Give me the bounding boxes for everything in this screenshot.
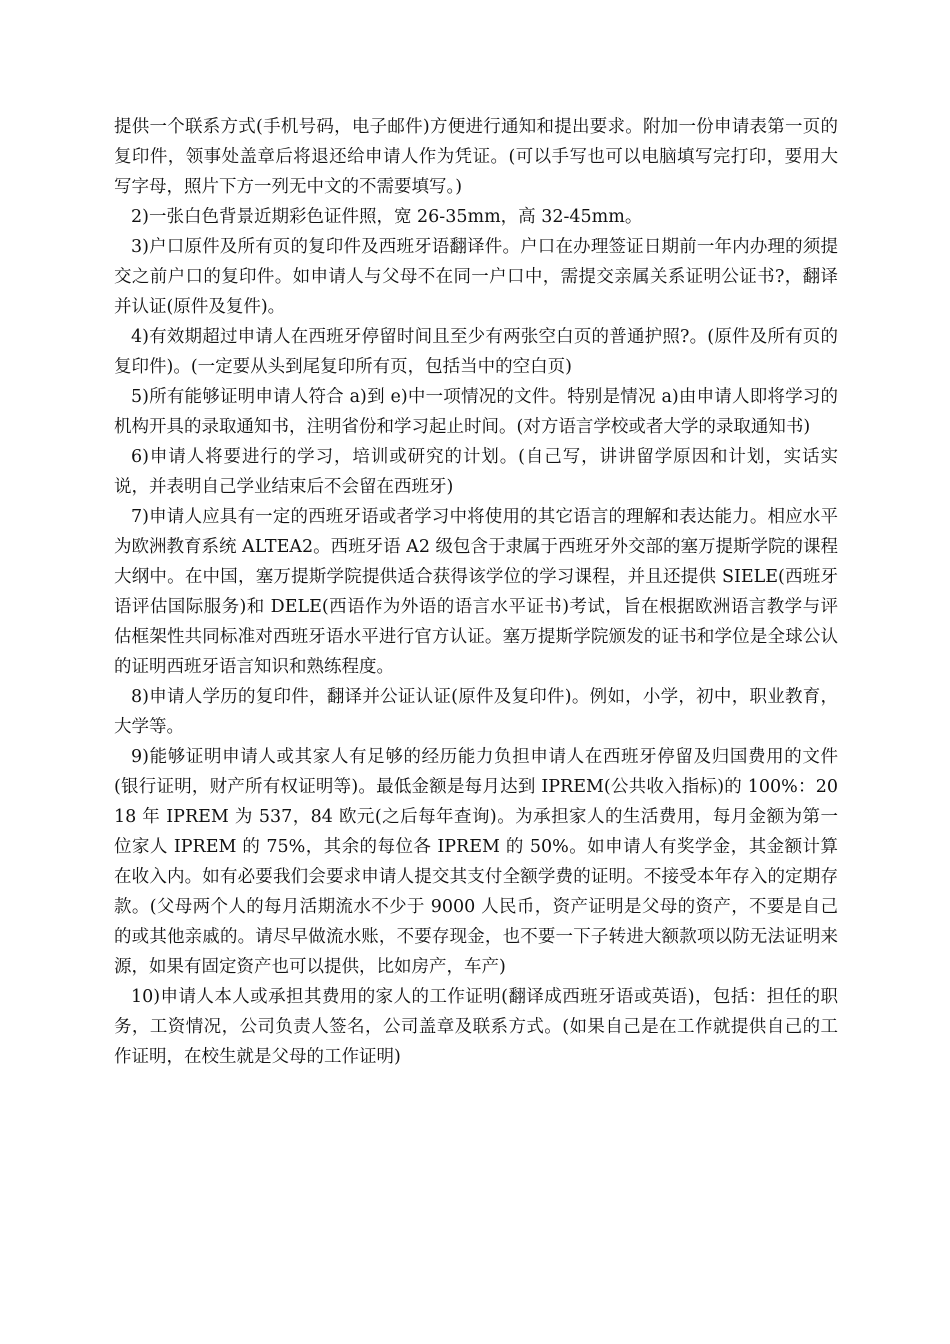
paragraph-item-8-education: 8)申请人学历的复印件，翻译并公证认证(原件及复印件)。例如，小学，初中，职业教育，大学等。 — [114, 687, 838, 737]
paragraph-item-4-passport: 4)有效期超过申请人在西班牙停留时间且至少有两张空白页的普通护照?。(原件及所有页的复印件)。(一定要从头到尾复印所有页，包括当中的空白页) — [114, 327, 838, 377]
paragraph-item-5-admission: 5)所有能够证明申请人符合 a)到 e)中一项情况的文件。特别是情况 a)由申请人即将学习的机构开具的录取通知书，注明省份和学习起止时间。(对方语言学校或者大学的录取通知书) — [114, 387, 838, 437]
paragraph-contact-info: 提供一个联系方式(手机号码，电子邮件)方便进行通知和提出要求。附加一份申请表第一页的复印件，领事处盖章后将退还给申请人作为凭证。(可以手写也可以电脑填写完打印，要用大写字母，照片下方一列无中文的不需要填写。) — [114, 117, 838, 197]
paragraph-item-9-finances: 9)能够证明申请人或其家人有足够的经历能力负担申请人在西班牙停留及归国费用的文件(银行证明，财产所有权证明等)。最低金额是每月达到 IPREM(公共收入指标)的 100%：2018 年 IPREM 为 537，84 欧元(之后每年查询)。为承担家人的生活费用，每月金额为第一位家人 IPREM 的 75%，其余的每位各 IPREM 的 50%。如申请人有奖学金，其金额计算在收入内。如有必要我们会要求申请人提交其支付全额学费的证明。不接受本年存入的定期存款。(父母两个人的每月活期流水不少于 9000 人民币，资产证明是父母的资产，不要是自己的或其他亲戚的。请尽早做流水账，不要存现金，也不要一下子转进大额款项以防无法证明来源，如果有固定资产也可以提供，比如房产，车产) — [114, 747, 838, 977]
paragraph-item-10-employment: 10)申请人本人或承担其费用的家人的工作证明(翻译成西班牙语或英语)，包括：担任的职务，工资情况，公司负责人签名，公司盖章及联系方式。(如果自己是在工作就提供自己的工作证明，在校生就是父母的工作证明) — [114, 987, 838, 1067]
paragraph-item-2-photo: 2)一张白色背景近期彩色证件照，宽 26-35mm，高 32-45mm。 — [131, 207, 643, 227]
paragraph-item-3-hukou: 3)户口原件及所有页的复印件及西班牙语翻译件。户口在办理签证日期前一年内办理的须提交之前户口的复印件。如申请人与父母不在同一户口中，需提交亲属关系证明公证书?，翻译并认证(原件及复件)。 — [114, 237, 838, 317]
document-page — [114, 112, 838, 1072]
paragraph-item-6-study-plan: 6)申请人将要进行的学习，培训或研究的计划。(自己写，讲讲留学原因和计划，实话实说，并表明自己学业结束后不会留在西班牙) — [114, 447, 838, 497]
paragraph-item-7-language: 7)申请人应具有一定的西班牙语或者学习中将使用的其它语言的理解和表达能力。相应水平为欧洲教育系统 ALTEA2。西班牙语 A2 级包含于隶属于西班牙外交部的塞万提斯学院的课程大纲中。在中国，塞万提斯学院提供适合获得该学位的学习课程，并且还提供 SIELE(西班牙语评估国际服务)和 DELE(西语作为外语的语言水平证书)考试，旨在根据欧洲语言教学与评估框架性共同标准对西班牙语水平进行官方认证。塞万提斯学院颁发的证书和学位是全球公认的证明西班牙语言知识和熟练程度。 — [114, 507, 839, 677]
